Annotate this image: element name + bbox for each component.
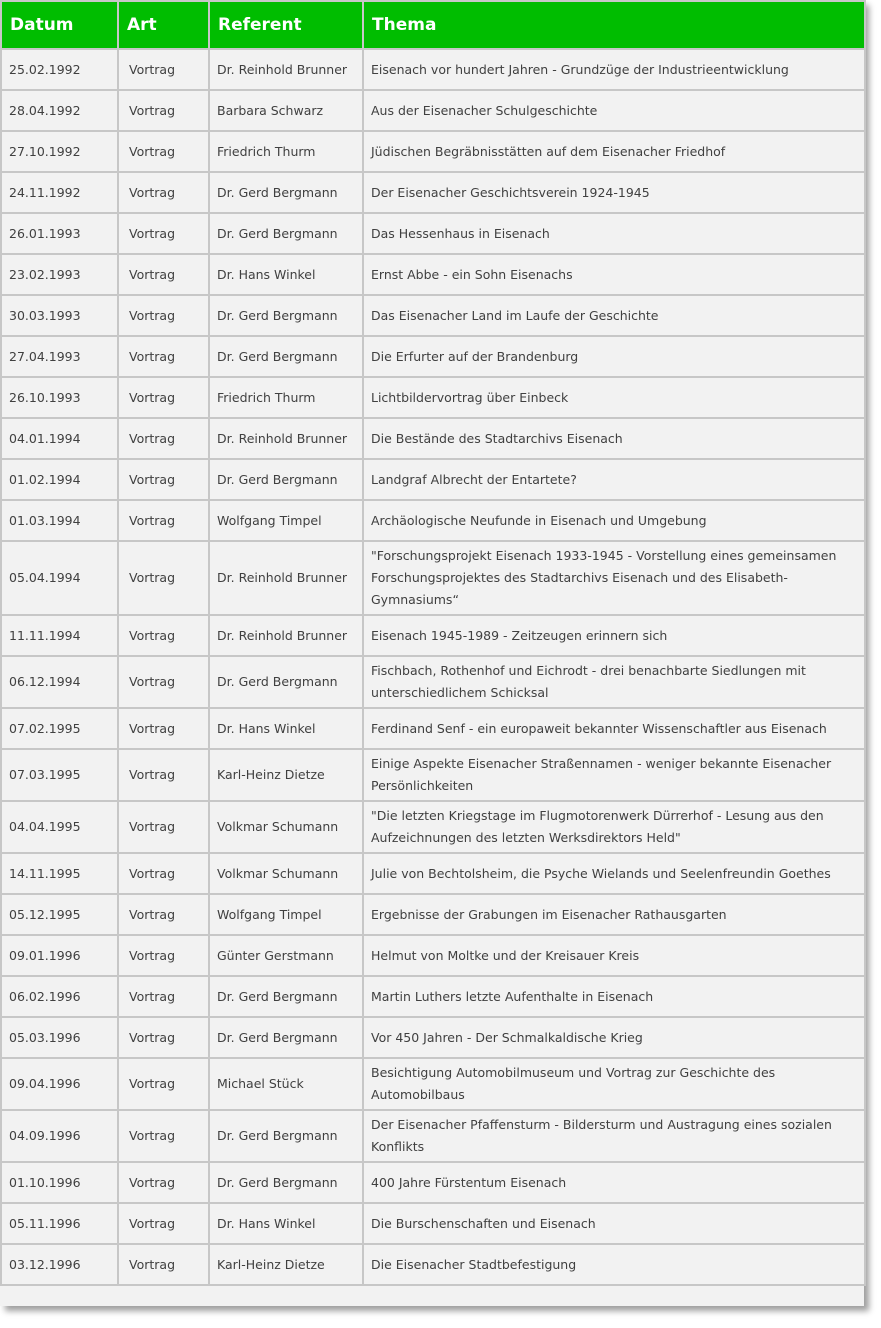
cell-date: 14.11.1995 bbox=[1, 853, 118, 894]
cell-topic: Fischbach, Rothenhof und Eichrodt - drei benachbarte Siedlungen mit unterschiedlichem Schicksal bbox=[363, 656, 865, 708]
cell-type: Vortrag bbox=[118, 1110, 209, 1162]
cell-speaker: Wolfgang Timpel bbox=[209, 500, 363, 541]
cell-date: 09.04.1996 bbox=[1, 1058, 118, 1110]
cell-date: 01.02.1994 bbox=[1, 459, 118, 500]
cell-topic: Der Eisenacher Geschichtsverein 1924-1945 bbox=[363, 172, 865, 213]
cell-type: Vortrag bbox=[118, 459, 209, 500]
cell-type: Vortrag bbox=[118, 853, 209, 894]
cell-topic: Jüdischen Begräbnisstätten auf dem Eisenacher Friedhof bbox=[363, 131, 865, 172]
cell-speaker: Karl-Heinz Dietze bbox=[209, 749, 363, 801]
cell-topic: Besichtigung Automobilmuseum und Vortrag zur Geschichte des Automobilbaus bbox=[363, 1058, 865, 1110]
cell-date: 27.04.1993 bbox=[1, 336, 118, 377]
table-row bbox=[1, 213, 865, 254]
cell-topic: Die Bestände des Stadtarchivs Eisenach bbox=[363, 418, 865, 459]
cell-speaker: Karl-Heinz Dietze bbox=[209, 1244, 363, 1285]
table-row bbox=[1, 615, 865, 656]
cell-speaker: Dr. Reinhold Brunner bbox=[209, 418, 363, 459]
cell-speaker: Dr. Gerd Bergmann bbox=[209, 295, 363, 336]
cell-date: 27.10.1992 bbox=[1, 131, 118, 172]
cell-date: 26.01.1993 bbox=[1, 213, 118, 254]
cell-speaker: Dr. Hans Winkel bbox=[209, 1203, 363, 1244]
table-row bbox=[1, 131, 865, 172]
table-row bbox=[1, 1162, 865, 1203]
cell-topic: Martin Luthers letzte Aufenthalte in Eisenach bbox=[363, 976, 865, 1017]
cell-speaker: Dr. Gerd Bergmann bbox=[209, 656, 363, 708]
cell-type: Vortrag bbox=[118, 213, 209, 254]
cell-speaker: Wolfgang Timpel bbox=[209, 894, 363, 935]
cell-speaker: Dr. Gerd Bergmann bbox=[209, 1110, 363, 1162]
table-row bbox=[1, 853, 865, 894]
cell-date: 04.09.1996 bbox=[1, 1110, 118, 1162]
cell-speaker: Dr. Reinhold Brunner bbox=[209, 615, 363, 656]
cell-date: 25.02.1992 bbox=[1, 49, 118, 90]
cell-topic: Die Erfurter auf der Brandenburg bbox=[363, 336, 865, 377]
table-row bbox=[1, 976, 865, 1017]
cell-date: 24.11.1992 bbox=[1, 172, 118, 213]
cell-speaker: Dr. Reinhold Brunner bbox=[209, 49, 363, 90]
cell-topic: "Forschungsprojekt Eisenach 1933-1945 - Vorstellung eines gemeinsamen Forschungsprojektes des Stadtarchivs Eisenach und des Elisabeth-Gymnasiums“ bbox=[363, 541, 865, 615]
header-datum: Datum bbox=[1, 1, 118, 49]
cell-date: 09.01.1996 bbox=[1, 935, 118, 976]
table-row bbox=[1, 708, 865, 749]
table-row bbox=[1, 749, 865, 801]
cell-type: Vortrag bbox=[118, 90, 209, 131]
cell-speaker: Dr. Hans Winkel bbox=[209, 254, 363, 295]
cell-date: 28.04.1992 bbox=[1, 90, 118, 131]
cell-topic: Archäologische Neufunde in Eisenach und Umgebung bbox=[363, 500, 865, 541]
cell-speaker: Dr. Gerd Bergmann bbox=[209, 172, 363, 213]
cell-topic: Julie von Bechtolsheim, die Psyche Wielands und Seelenfreundin Goethes bbox=[363, 853, 865, 894]
table-row bbox=[1, 336, 865, 377]
header-thema: Thema bbox=[363, 1, 865, 49]
cell-topic: Einige Aspekte Eisenacher Straßennamen - weniger bekannte Eisenacher Persönlichkeiten bbox=[363, 749, 865, 801]
cell-type: Vortrag bbox=[118, 894, 209, 935]
cell-type: Vortrag bbox=[118, 1058, 209, 1110]
cell-date: 26.10.1993 bbox=[1, 377, 118, 418]
cell-type: Vortrag bbox=[118, 615, 209, 656]
table-row bbox=[1, 377, 865, 418]
cell-date: 11.11.1994 bbox=[1, 615, 118, 656]
cell-date: 30.03.1993 bbox=[1, 295, 118, 336]
cell-date: 05.11.1996 bbox=[1, 1203, 118, 1244]
cell-type: Vortrag bbox=[118, 749, 209, 801]
cell-type: Vortrag bbox=[118, 418, 209, 459]
cell-topic: Das Hessenhaus in Eisenach bbox=[363, 213, 865, 254]
header-referent: Referent bbox=[209, 1, 363, 49]
cell-type: Vortrag bbox=[118, 172, 209, 213]
cell-type: Vortrag bbox=[118, 1244, 209, 1285]
cell-type: Vortrag bbox=[118, 1162, 209, 1203]
cell-date: 01.10.1996 bbox=[1, 1162, 118, 1203]
table-row bbox=[1, 459, 865, 500]
cell-type: Vortrag bbox=[118, 377, 209, 418]
table-row bbox=[1, 1203, 865, 1244]
cell-type: Vortrag bbox=[118, 656, 209, 708]
cell-topic: Lichtbildervortrag über Einbeck bbox=[363, 377, 865, 418]
cell-speaker: Volkmar Schumann bbox=[209, 853, 363, 894]
cell-speaker: Barbara Schwarz bbox=[209, 90, 363, 131]
cell-topic: Das Eisenacher Land im Laufe der Geschichte bbox=[363, 295, 865, 336]
table-row bbox=[1, 418, 865, 459]
cell-topic: Eisenach vor hundert Jahren - Grundzüge der Industrieentwicklung bbox=[363, 49, 865, 90]
table-row bbox=[1, 935, 865, 976]
cell-speaker: Dr. Reinhold Brunner bbox=[209, 541, 363, 615]
cell-type: Vortrag bbox=[118, 336, 209, 377]
cell-date: 05.12.1995 bbox=[1, 894, 118, 935]
cell-date: 05.04.1994 bbox=[1, 541, 118, 615]
cell-speaker: Dr. Gerd Bergmann bbox=[209, 976, 363, 1017]
cell-date: 23.02.1993 bbox=[1, 254, 118, 295]
cell-date: 07.02.1995 bbox=[1, 708, 118, 749]
table-row bbox=[1, 656, 865, 708]
cell-type: Vortrag bbox=[118, 131, 209, 172]
cell-date: 06.02.1996 bbox=[1, 976, 118, 1017]
cell-topic: Aus der Eisenacher Schulgeschichte bbox=[363, 90, 865, 131]
table-row bbox=[1, 1110, 865, 1162]
table-row bbox=[1, 801, 865, 853]
table-row bbox=[1, 500, 865, 541]
cell-type: Vortrag bbox=[118, 708, 209, 749]
cell-type: Vortrag bbox=[118, 976, 209, 1017]
cell-topic: Landgraf Albrecht der Entartete? bbox=[363, 459, 865, 500]
cell-type: Vortrag bbox=[118, 500, 209, 541]
cell-type: Vortrag bbox=[118, 295, 209, 336]
cell-topic: "Die letzten Kriegstage im Flugmotorenwerk Dürrerhof - Lesung aus den Aufzeichnungen des letzten Werksdirektors Held" bbox=[363, 801, 865, 853]
table-row bbox=[1, 254, 865, 295]
cell-type: Vortrag bbox=[118, 541, 209, 615]
cell-topic: Die Eisenacher Stadtbefestigung bbox=[363, 1244, 865, 1285]
cell-topic: 400 Jahre Fürstentum Eisenach bbox=[363, 1162, 865, 1203]
cell-topic: Ferdinand Senf - ein europaweit bekannter Wissenschaftler aus Eisenach bbox=[363, 708, 865, 749]
cell-type: Vortrag bbox=[118, 49, 209, 90]
cell-type: Vortrag bbox=[118, 254, 209, 295]
cell-speaker: Friedrich Thurm bbox=[209, 131, 363, 172]
cell-date: 01.03.1994 bbox=[1, 500, 118, 541]
cell-speaker: Dr. Gerd Bergmann bbox=[209, 213, 363, 254]
table-row bbox=[1, 894, 865, 935]
cell-type: Vortrag bbox=[118, 1017, 209, 1058]
cell-date: 06.12.1994 bbox=[1, 656, 118, 708]
table-row bbox=[1, 90, 865, 131]
cell-type: Vortrag bbox=[118, 1203, 209, 1244]
cell-topic: Eisenach 1945-1989 - Zeitzeugen erinnern sich bbox=[363, 615, 865, 656]
cell-topic: Vor 450 Jahren - Der Schmalkaldische Krieg bbox=[363, 1017, 865, 1058]
cell-topic: Die Burschenschaften und Eisenach bbox=[363, 1203, 865, 1244]
cell-speaker: Günter Gerstmann bbox=[209, 935, 363, 976]
table-row bbox=[1, 49, 865, 90]
table-row bbox=[1, 1058, 865, 1110]
cell-date: 04.04.1995 bbox=[1, 801, 118, 853]
cell-date: 03.12.1996 bbox=[1, 1244, 118, 1285]
cell-topic: Der Eisenacher Pfaffensturm - Bildersturm und Austragung eines sozialen Konflikts bbox=[363, 1110, 865, 1162]
cell-topic: Ernst Abbe - ein Sohn Eisenachs bbox=[363, 254, 865, 295]
table-row bbox=[1, 295, 865, 336]
cell-date: 05.03.1996 bbox=[1, 1017, 118, 1058]
cell-speaker: Michael Stück bbox=[209, 1058, 363, 1110]
cell-topic: Ergebnisse der Grabungen im Eisenacher Rathausgarten bbox=[363, 894, 865, 935]
cell-date: 04.01.1994 bbox=[1, 418, 118, 459]
table-header-row bbox=[1, 1, 865, 49]
table-row bbox=[1, 1244, 865, 1285]
cell-type: Vortrag bbox=[118, 935, 209, 976]
cell-date: 07.03.1995 bbox=[1, 749, 118, 801]
cell-speaker: Dr. Gerd Bergmann bbox=[209, 1162, 363, 1203]
cell-speaker: Friedrich Thurm bbox=[209, 377, 363, 418]
cell-speaker: Dr. Gerd Bergmann bbox=[209, 1017, 363, 1058]
table-row bbox=[1, 172, 865, 213]
cell-speaker: Dr. Hans Winkel bbox=[209, 708, 363, 749]
cell-speaker: Dr. Gerd Bergmann bbox=[209, 459, 363, 500]
cell-type: Vortrag bbox=[118, 801, 209, 853]
cell-speaker: Volkmar Schumann bbox=[209, 801, 363, 853]
cell-speaker: Dr. Gerd Bergmann bbox=[209, 336, 363, 377]
table-row bbox=[1, 541, 865, 615]
header-art: Art bbox=[118, 1, 209, 49]
table-row bbox=[1, 1017, 865, 1058]
cell-topic: Helmut von Moltke und der Kreisauer Kreis bbox=[363, 935, 865, 976]
